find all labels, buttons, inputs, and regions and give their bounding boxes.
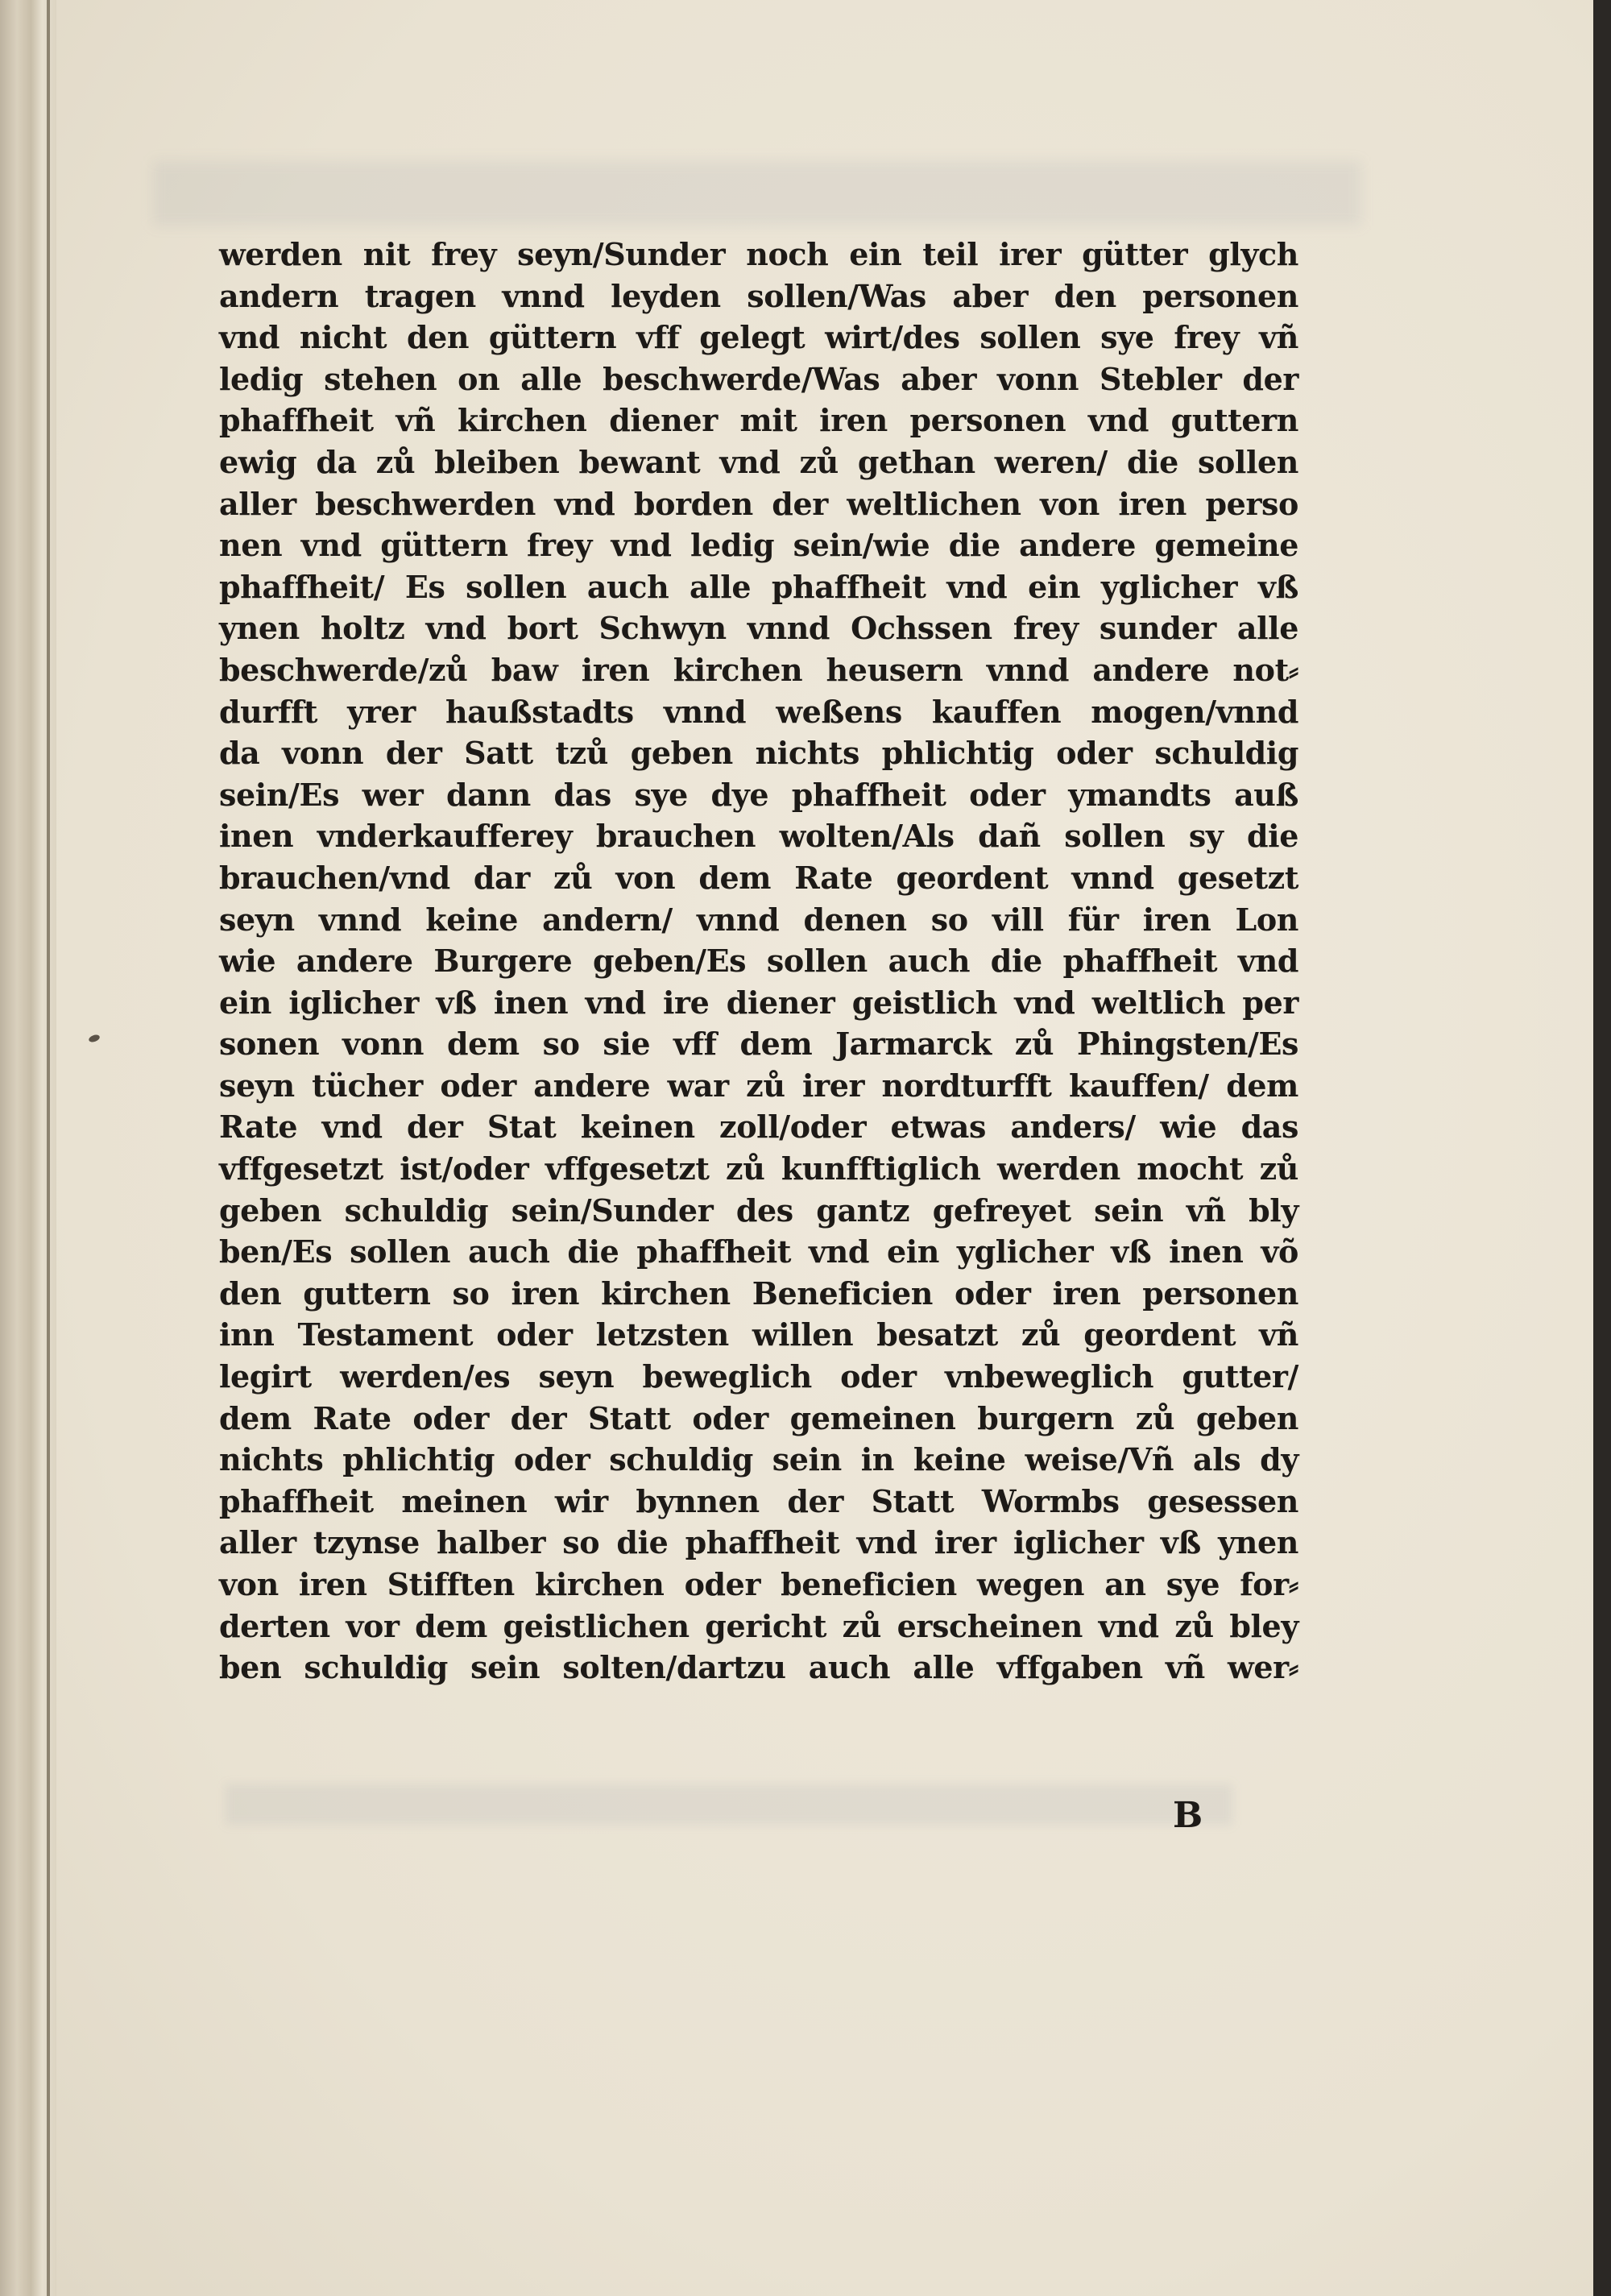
text-line: geben schuldig sein/Sunder des gantz gefreyet sein vñ bly	[219, 1192, 1298, 1229]
text-line: beschwerde/zů baw iren kirchen heusern vnnd andere not⸗	[219, 651, 1298, 688]
text-line: brauchen/vnd dar zů von dem Rate geordent vnnd gesetzt	[219, 859, 1298, 896]
text-line: aller beschwerden vnd borden der weltlichen von iren perso	[219, 485, 1298, 522]
text-line: inen vnderkaufferey brauchen wolten/Als dañ sollen sy die	[219, 818, 1298, 855]
text-line: da vonn der Satt tzů geben nichts phlichtig oder schuldig	[219, 735, 1298, 772]
text-line: vnd nicht den güttern vff gelegt wirt/des sollen sye frey vñ	[219, 319, 1298, 356]
text-line: ben/Es sollen auch die phaffheit vnd ein yglicher vß inen võ	[219, 1233, 1298, 1270]
text-line: seyn tücher oder andere war zů irer nordturfft kauffen/ dem	[219, 1067, 1298, 1104]
text-line: derten vor dem geistlichen gericht zů erscheinen vnd zů bley	[219, 1607, 1298, 1644]
text-line: ben schuldig sein solten/dartzu auch alle vffgaben vñ wer⸗	[219, 1649, 1298, 1686]
text-line: vffgesetzt ist/oder vffgesetzt zů kunfftiglich werden mocht zů	[219, 1150, 1298, 1187]
text-line: ein iglicher vß inen vnd ire diener geistlich vnd weltlich per	[219, 984, 1298, 1021]
text-line: werden nit frey seyn/Sunder noch ein teil irer gütter glych	[219, 236, 1298, 272]
show-through-top	[153, 161, 1361, 226]
spine-shadow-line	[47, 0, 50, 2296]
text-line: den guttern so iren kirchen Beneficien oder iren personen	[219, 1274, 1298, 1312]
text-line: ledig stehen on alle beschwerde/Was aber vonn Stebler der	[219, 360, 1298, 397]
show-through-bottom	[226, 1784, 1232, 1825]
body-text	[219, 234, 1298, 1689]
text-line: dem Rate oder der Statt oder gemeinen burgern zů geben	[219, 1399, 1298, 1436]
page-right-border	[1593, 0, 1611, 2296]
text-line: nen vnd güttern frey vnd ledig sein/wie die andere gemeine	[219, 527, 1298, 564]
text-line: von iren Stifften kirchen oder beneficien wegen an sye for⸗	[219, 1566, 1298, 1602]
text-line: sein/Es wer dann das sye dye phaffheit oder ymandts auß	[219, 776, 1298, 813]
text-line: durfft yrer haußstadts vnnd weßens kauffen mogen/vnnd	[219, 693, 1298, 730]
text-line: aller tzynse halber so die phaffheit vnd irer iglicher vß ynen	[219, 1524, 1298, 1561]
text-line: inn Testament oder letzsten willen besatzt zů geordent vñ	[219, 1316, 1298, 1353]
text-line: seyn vnnd keine andern/ vnnd denen so vill für iren Lon	[219, 901, 1298, 938]
text-line: phaffheit meinen wir bynnen der Statt Wormbs gesessen	[219, 1482, 1298, 1519]
text-line: sonen vonn dem so sie vff dem Jarmarck zů Phingsten/Es	[219, 1026, 1298, 1063]
text-line: ynen holtz vnd bort Schwyn vnnd Ochssen frey sunder alle	[219, 610, 1298, 647]
signature-mark: B	[1173, 1795, 1203, 1836]
text-line: nichts phlichtig oder schuldig sein in keine weise/Vñ als dy	[219, 1441, 1298, 1478]
text-line: andern tragen vnnd leyden sollen/Was aber den personen	[219, 277, 1298, 314]
text-line: Rate vnd der Stat keinen zoll/oder etwas anders/ wie das	[219, 1109, 1298, 1146]
text-line: ewig da zů bleiben bewant vnd zů gethan weren/ die sollen	[219, 443, 1298, 480]
text-line: phaffheit vñ kirchen diener mit iren personen vnd guttern	[219, 402, 1298, 439]
text-line: phaffheit/ Es sollen auch alle phaffheit vnd ein yglicher vß	[219, 568, 1298, 605]
text-line: wie andere Burgere geben/Es sollen auch die phaffheit vnd	[219, 943, 1298, 980]
text-line: legirt werden/es seyn beweglich oder vnbeweglich gutter/	[219, 1358, 1298, 1395]
